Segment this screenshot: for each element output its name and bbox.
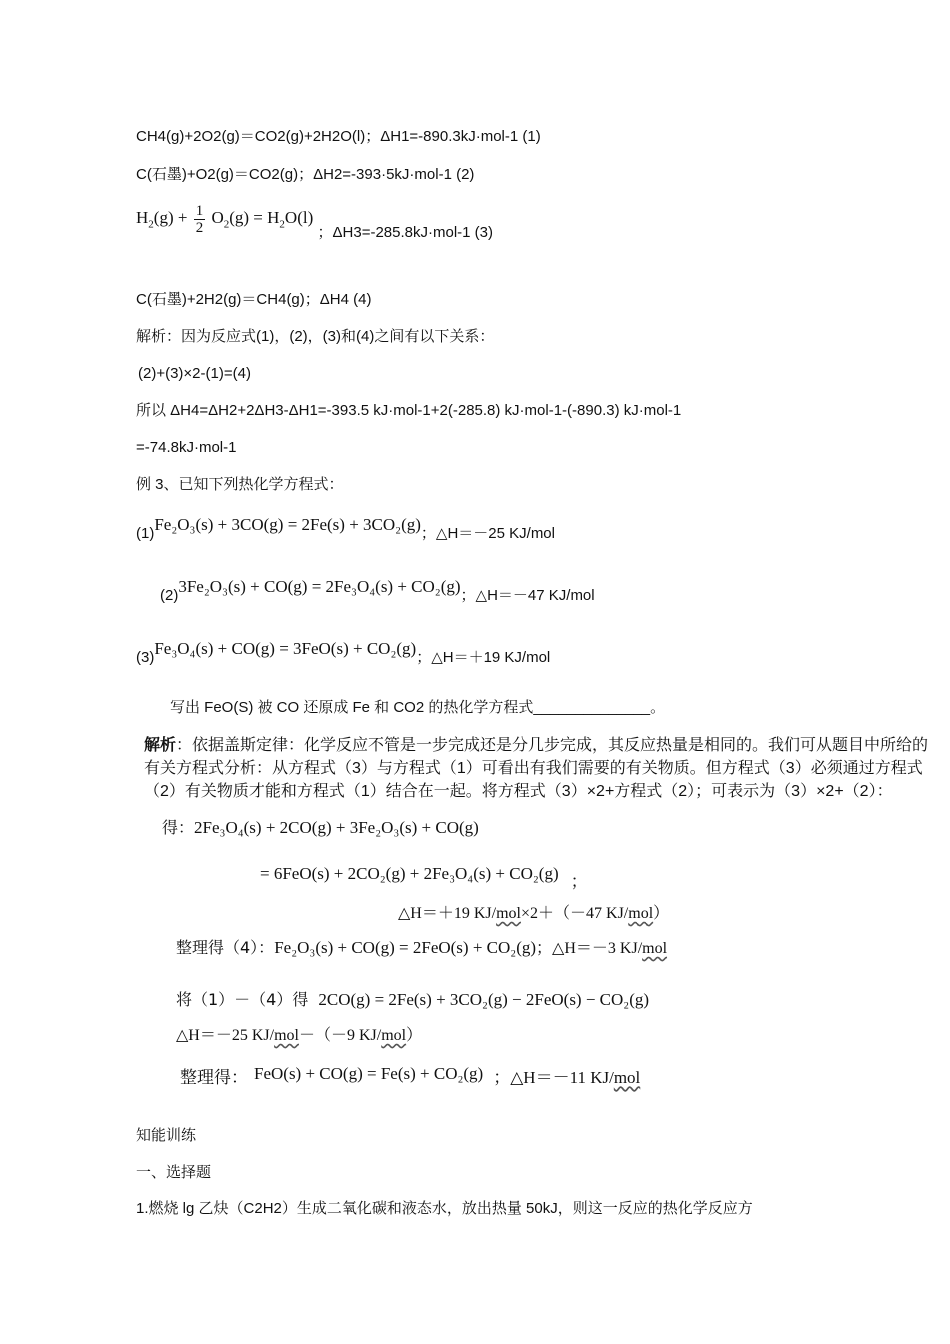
example-equation-3	[136, 639, 551, 666]
equation-line-3	[136, 203, 493, 242]
derivation-line-7	[180, 1064, 641, 1088]
derivation-prefix-5: 将（1）－（4）得	[176, 990, 309, 1009]
analysis-paragraph	[144, 734, 934, 803]
eq-1-label: (1)	[136, 525, 155, 542]
dh-diff-part-a: △H＝－25 KJ/	[176, 1027, 275, 1044]
dh-sum-part-b: ×2＋（－47 KJ/	[520, 905, 629, 922]
section-heading: 一、选择题	[136, 1164, 212, 1181]
eq-1-formula: Fe₂O₃(s) + 3CO(g) = 2Fe(s) + 3CO₂(g)	[154, 515, 421, 534]
derivation-eq-7: FeO(s) + CO(g) = Fe(s) + CO₂(g)	[254, 1064, 484, 1083]
question-text: 写出 FeO(S) 被 CO 还原成 Fe 和 CO2 的热化学方程式______________。	[170, 699, 666, 716]
question-1: 1.燃烧 lg 乙炔（C2H2）生成二氧化碳和液态水，放出热量 50kJ，则这一反应的热化学反应方	[136, 1200, 753, 1217]
dh-sum-part-c: ）	[653, 905, 670, 922]
derivation-line-1	[162, 818, 479, 838]
mol-unit: mol	[496, 905, 521, 922]
derivation-line-4	[176, 938, 667, 959]
derivation-eq-4: Fe₂O₃(s) + CO(g) = 2FeO(s) + CO₂(g)	[274, 938, 537, 957]
equation-line-1: CH4(g)+2O2(g)＝CO2(g)+2H2O(l)；ΔH1=-890.3kJ·mol-1 (1)	[136, 128, 541, 145]
derivation-prefix-1: 得：	[162, 818, 195, 837]
derivation-line-3	[398, 904, 669, 924]
eq-3-label: (3)	[136, 649, 155, 666]
derivation-eq-1: 2Fe₃O₄(s) + 2CO(g) + 3Fe₂O₃(s) + CO(g)	[194, 818, 479, 837]
mol-unit: mol	[642, 940, 668, 957]
analysis-text: ：依据盖斯定律：化学反应不管是一步完成还是分几步完成，其反应热量是相同的。我们可从题目中所给的有关方程式分析：从方程式（3）与方程式（1）可看出有我们需要的有关物质。但方程式（3）必须通过方程式（2）有关物质才能和方程式（1）结合在一起。将方程式（3）×2+方程式（2）；可表示为（3）×2+（2）：	[144, 737, 929, 800]
example-3-heading: 例 3、已知下列热化学方程式：	[136, 476, 344, 493]
derivation-prefix-4: 整理得（4）：	[176, 938, 275, 957]
derivation-semicolon: ；	[570, 872, 588, 891]
derivation-eq-2: = 6FeO(s) + 2CO₂(g) + 2Fe₃O₄(s) + CO₂(g)	[260, 864, 559, 883]
derivation-line-5	[176, 990, 649, 1010]
mol-unit: mol	[274, 1027, 299, 1044]
h2-equation-image: $H_2(g)$ + $\frac{1}{2}$ $O_2(g) = H_2O(l)$	[136, 203, 314, 236]
derivation-line-6	[176, 1026, 422, 1046]
eq-3-formula: Fe₃O₄(s) + CO(g) = 3FeO(s) + CO₂(g)	[154, 639, 417, 658]
analysis-intro: 解析：因为反应式(1)，(2)，(3)和(4)之间有以下关系：	[136, 328, 495, 345]
example-equation-1	[136, 515, 555, 542]
derivation-dh-4: ；△H＝－3 KJ/	[536, 940, 643, 957]
derivation-dh-7: ；△H＝－11 KJ/	[493, 1068, 614, 1087]
eq-2-formula: 3Fe₂O₃(s) + CO(g) = 2Fe₃O₄(s) + CO₂(g)	[178, 577, 461, 596]
eq-3-dh: ；△H＝＋19 KJ/mol	[416, 649, 551, 666]
mol-unit: mol	[628, 905, 654, 922]
delta-h4-calculation: 所以 ΔH4=ΔH2+2ΔH3-ΔH1=-393.5 kJ·mol-1+2(-285.8) kJ·mol-1-(-890.3) kJ·mol-1	[136, 402, 682, 419]
dh-diff-part-b: －（－9 KJ/	[298, 1027, 382, 1044]
analysis-label: 解析	[144, 737, 177, 754]
derivation-prefix-7: 整理得：	[180, 1068, 248, 1088]
mol-unit: mol	[381, 1027, 407, 1044]
relation-line: (2)+(3)×2-(1)=(4)	[138, 365, 251, 382]
eq-2-label: (2)	[160, 587, 179, 604]
eq-2-dh: ；△H＝－47 KJ/mol	[460, 587, 595, 604]
delta-h4-result: =-74.8kJ·mol-1	[136, 439, 237, 456]
derivation-line-2	[260, 864, 588, 891]
equation-line-2: C(石墨)+O2(g)＝CO2(g)；ΔH2=-393·5kJ·mol-1 (2)	[136, 166, 475, 183]
derivation-eq-5: 2CO(g) = 2Fe(s) + 3CO₂(g) − 2FeO(s) − CO₂(g)	[318, 990, 650, 1009]
training-title: 知能训练	[136, 1127, 197, 1144]
dh-sum-part-a: △H＝＋19 KJ/	[398, 905, 497, 922]
dh3-text: ；ΔH3=-285.8kJ·mol-1 (3)	[317, 224, 493, 242]
dh-diff-part-c: ）	[406, 1027, 423, 1044]
mol-unit: mol	[613, 1068, 641, 1087]
eq-1-dh: ；△H＝－25 KJ/mol	[420, 525, 555, 542]
equation-line-4: C(石墨)+2H2(g)＝CH4(g)；ΔH4 (4)	[136, 291, 372, 308]
example-equation-2	[160, 577, 595, 604]
one-half-fraction: $\frac{1}{2}$	[195, 203, 204, 236]
